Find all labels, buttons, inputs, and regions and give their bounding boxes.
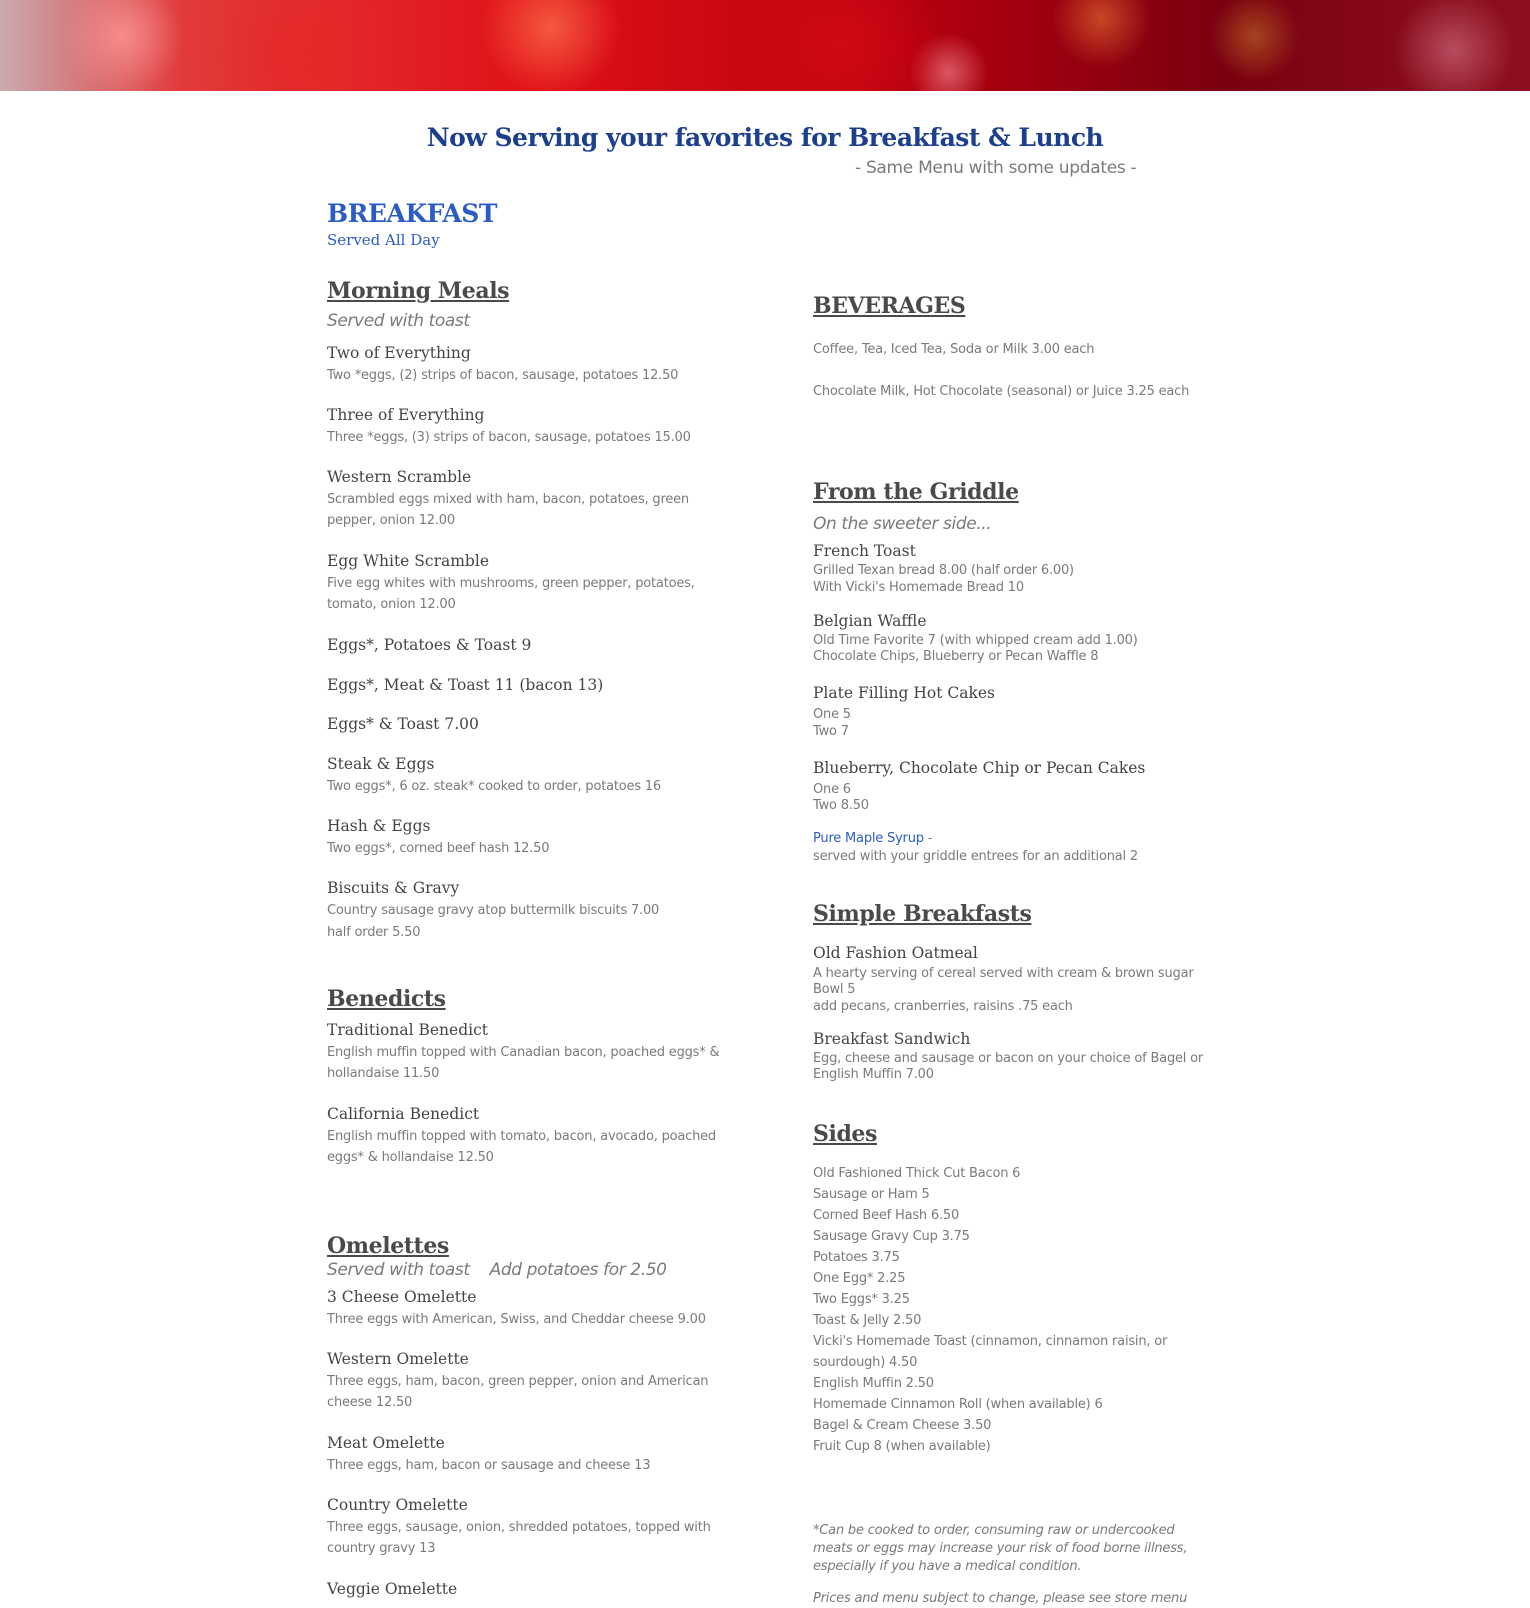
menu-item-desc: Bowl 5 <box>813 982 856 997</box>
menu-item-name: Blueberry, Chocolate Chip or Pecan Cakes <box>813 759 1146 777</box>
menu-item-name: Western Scramble <box>327 468 472 486</box>
side-item: Homemade Cinnamon Roll (when available) 6 <box>813 1397 1103 1412</box>
maple-syrup-label: Pure Maple Syrup <box>813 831 924 846</box>
menu-item-name: Eggs*, Meat & Toast 11 (bacon 13) <box>327 676 604 694</box>
side-item: Sausage Gravy Cup 3.75 <box>813 1229 970 1244</box>
menu-item-desc: Two eggs*, corned beef hash 12.50 <box>327 841 550 856</box>
simple-breakfasts-heading: Simple Breakfasts <box>813 901 1032 927</box>
menu-item-name: Veggie Omelette <box>327 1580 458 1598</box>
morning-meals-heading: Morning Meals <box>327 278 510 304</box>
menu-item-desc: Three eggs with American, Swiss, and Cheddar cheese 9.00 <box>327 1312 706 1327</box>
food-safety-disclaimer: *Can be cooked to order, consuming raw or undercooked meats or eggs may increase your risk of food borne illness, especially if you have a medical condition. <box>813 1523 1188 1574</box>
price-change-disclaimer: Prices and menu subject to change, please see store menu <box>813 1591 1188 1606</box>
menu-item-desc: Two 8.50 <box>813 798 869 813</box>
side-item: Bagel & Cream Cheese 3.50 <box>813 1418 992 1433</box>
omelettes-heading: Omelettes <box>327 1233 449 1259</box>
menu-item-name: Breakfast Sandwich <box>813 1030 971 1048</box>
side-item: Two Eggs* 3.25 <box>813 1292 910 1307</box>
menu-item-desc: A hearty serving of cereal served with cream & brown sugar <box>813 966 1194 981</box>
beverages-heading: BEVERAGES <box>813 293 966 319</box>
header-banner-image <box>0 0 1530 91</box>
menu-item-desc: Two eggs*, 6 oz. steak* cooked to order, potatoes 16 <box>327 779 661 794</box>
menu-item-name: Western Omelette <box>327 1350 469 1368</box>
menu-item-desc: Three eggs, sausage, onion, shredded potatoes, topped with country gravy 13 <box>327 1520 711 1556</box>
morning-meals-note: Served with toast <box>327 311 470 331</box>
menu-item-desc: Country sausage gravy atop buttermilk biscuits 7.00 <box>327 903 660 918</box>
side-item: English Muffin 2.50 <box>813 1376 934 1391</box>
menu-item-desc: English muffin topped with tomato, bacon, avocado, poached eggs* & hollandaise 12.50 <box>327 1129 716 1165</box>
page-title: Now Serving your favorites for Breakfast & Lunch <box>426 123 1104 152</box>
side-item: Corned Beef Hash 6.50 <box>813 1208 960 1223</box>
menu-item-name: Biscuits & Gravy <box>327 879 460 897</box>
menu-item-desc: English muffin topped with Canadian bacon, poached eggs* & hollandaise 11.50 <box>327 1045 720 1081</box>
menu-item-name: French Toast <box>813 542 916 560</box>
menu-item-desc: half order 5.50 <box>327 925 421 940</box>
menu-item-name: Egg White Scramble <box>327 552 489 570</box>
menu-item-desc: Grilled Texan bread 8.00 (half order 6.00) <box>813 563 1074 578</box>
omelettes-note: Served with toast Add potatoes for 2.50 <box>327 1260 667 1280</box>
menu-item-name: Old Fashion Oatmeal <box>813 944 978 962</box>
menu-item-name: Meat Omelette <box>327 1434 445 1452</box>
menu-item-desc: Three eggs, ham, bacon or sausage and cheese 13 <box>327 1458 651 1473</box>
menu-item-desc: Two *eggs, (2) strips of bacon, sausage, potatoes 12.50 <box>327 368 679 383</box>
beverage-item: Coffee, Tea, Iced Tea, Soda or Milk 3.00 each <box>813 342 1095 357</box>
benedicts-heading: Benedicts <box>327 986 446 1012</box>
menu-item-desc: Scrambled eggs mixed with ham, bacon, potatoes, green pepper, onion 12.00 <box>327 492 689 528</box>
griddle-heading: From the Griddle <box>813 479 1019 505</box>
menu-item-name: Three of Everything <box>327 406 485 424</box>
griddle-note: On the sweeter side... <box>813 514 992 534</box>
maple-syrup-dash: - <box>923 831 933 846</box>
menu-item-desc: Five egg whites with mushrooms, green pepper, potatoes, tomato, onion 12.00 <box>327 576 695 612</box>
menu-item-name: Belgian Waffle <box>813 612 927 630</box>
menu-item-desc: Three *eggs, (3) strips of bacon, sausage, potatoes 15.00 <box>327 430 691 445</box>
menu-item-name: Hash & Eggs <box>327 817 431 835</box>
side-item: Vicki's Homemade Toast (cinnamon, cinnamon raisin, or <box>813 1334 1168 1349</box>
menu-item-name: Eggs*, Potatoes & Toast 9 <box>327 636 532 654</box>
menu-item-desc: Old Time Favorite 7 (with whipped cream add 1.00) <box>813 633 1138 648</box>
menu-item-desc: Egg, cheese and sausage or bacon on your choice of Bagel or <box>813 1051 1204 1066</box>
beverage-item: Chocolate Milk, Hot Chocolate (seasonal) or Juice 3.25 each <box>813 384 1190 399</box>
menu-item-desc: Two 7 <box>813 724 849 739</box>
menu-item-desc: One 6 <box>813 782 851 797</box>
menu-item-desc: add pecans, cranberries, raisins .75 each <box>813 999 1073 1014</box>
side-item: Fruit Cup 8 (when available) <box>813 1439 991 1454</box>
side-item: sourdough) 4.50 <box>813 1355 918 1370</box>
menu-item-desc: Three eggs, ham, bacon, green pepper, onion and American cheese 12.50 <box>327 1374 709 1410</box>
sides-heading: Sides <box>813 1121 878 1147</box>
side-item: Old Fashioned Thick Cut Bacon 6 <box>813 1166 1021 1181</box>
menu-item-name: Steak & Eggs <box>327 755 435 773</box>
menu-item-desc: English Muffin 7.00 <box>813 1067 934 1082</box>
menu-item-desc: With Vicki's Homemade Bread 10 <box>813 580 1024 595</box>
menu-item-desc: Chocolate Chips, Blueberry or Pecan Waffle 8 <box>813 649 1099 664</box>
breakfast-heading: BREAKFAST <box>327 199 497 228</box>
menu-item-name: Traditional Benedict <box>327 1021 489 1039</box>
menu-item-name: California Benedict <box>327 1105 480 1123</box>
menu-item-name: Plate Filling Hot Cakes <box>813 684 995 702</box>
breakfast-subheading: Served All Day <box>327 231 440 249</box>
maple-syrup-note <box>813 831 932 846</box>
menu-item-name: Country Omelette <box>327 1496 468 1514</box>
side-item: Toast & Jelly 2.50 <box>813 1313 922 1328</box>
menu-item-name: Eggs* & Toast 7.00 <box>327 715 479 733</box>
menu-item-name: 3 Cheese Omelette <box>327 1288 477 1306</box>
side-item: Potatoes 3.75 <box>813 1250 900 1265</box>
page-subtitle: - Same Menu with some updates - <box>855 158 1137 178</box>
side-item: One Egg* 2.25 <box>813 1271 906 1286</box>
menu-item-desc: One 5 <box>813 707 851 722</box>
side-item: Sausage or Ham 5 <box>813 1187 930 1202</box>
maple-syrup-desc: served with your griddle entrees for an additional 2 <box>813 849 1138 864</box>
menu-item-name: Two of Everything <box>327 344 471 362</box>
